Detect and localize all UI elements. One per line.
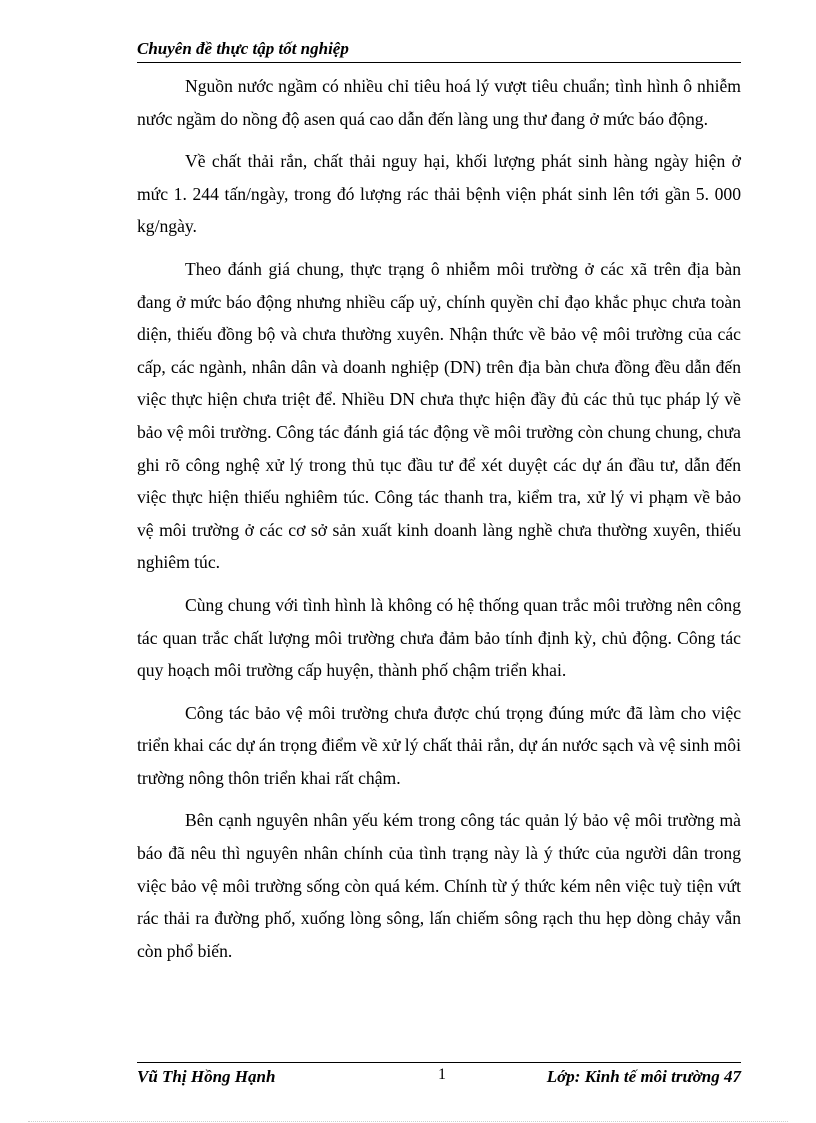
- document-body: [137, 70, 741, 977]
- paragraph-causes: Bên cạnh nguyên nhân yếu kém trong công tác quản lý bảo vệ môi trường mà báo đã nêu thì nguyên nhân chính của tình trạng này là ý thức của người dân trong việc bảo vệ môi trường sống còn quá kém. Chính từ ý thức kém nên việc tuỳ tiện vứt rác thải ra đường phố, xuống lòng sông, lấn chiếm sông rạch thu hẹp dòng chảy vẫn còn phổ biến.: [137, 810, 741, 961]
- page-number: 1: [438, 1066, 446, 1083]
- header-divider: [137, 62, 741, 63]
- page-bottom-border: [28, 1121, 788, 1122]
- paragraph-monitoring: Cùng chung với tình hình là không có hệ thống quan trắc môi trường nên công tác quan trắc chất lượng môi trường chưa đảm bảo tính định kỳ, chủ động. Công tác quy hoạch môi trường cấp huyện, thành phố chậm triển khai.: [137, 594, 741, 681]
- paragraph-groundwater: Nguồn nước ngầm có nhiều chỉ tiêu hoá lý vượt tiêu chuẩn; tình hình ô nhiễm nước ngầm do nồng độ asen quá cao dẫn đến làng ung thư đang ở mức báo động.: [137, 76, 741, 129]
- page-footer: [137, 1064, 741, 1090]
- paragraph-assessment: Theo đánh giá chung, thực trạng ô nhiễm môi trường ở các xã trên địa bàn đang ở mức báo động nhưng nhiều cấp uỷ, chính quyền chỉ đạo khắc phục chưa toàn diện, thiếu đồng bộ và chưa thường xuyên. Nhận thức về bảo vệ môi trường của các cấp, các ngành, nhân dân và doanh nghiệp (DN) trên địa bàn chưa đồng đều dẫn đến việc thực hiện chưa triệt để. Nhiều DN chưa thực hiện đầy đủ các thủ tục pháp lý về bảo vệ môi trường. Công tác đánh giá tác động về môi trường còn chung chung, chưa ghi rõ công nghệ xử lý trong thủ tục đầu tư để xét duyệt các dự án đầu tư, dẫn đến việc thực hiện thiếu nghiêm túc. Công tác thanh tra, kiểm tra, xử lý vi phạm về bảo vệ môi trường ở các cơ sở sản xuất kinh doanh làng nghề chưa thường xuyên, thiếu nghiêm túc.: [137, 258, 741, 573]
- page-header-title: Chuyên đề thực tập tốt nghiệp: [137, 39, 349, 58]
- footer-class-label: Lớp: Kinh tế môi trường 47: [546, 1067, 741, 1086]
- paragraph-solid-waste: Về chất thải rắn, chất thải nguy hại, khối lượng phát sinh hàng ngày hiện ở mức 1. 244 tấn/ngày, trong đó lượng rác thải bệnh viện phát sinh lên tới gần 5. 000 kg/ngày.: [137, 151, 741, 237]
- paragraph-protection: Công tác bảo vệ môi trường chưa được chú trọng đúng mức đã làm cho việc triển khai các dự án trọng điểm về xử lý chất thải rắn, dự án nước sạch và vệ sinh môi trường nông thôn triển khai rất chậm.: [137, 702, 741, 788]
- footer-author: Vũ Thị Hồng Hạnh: [137, 1067, 276, 1086]
